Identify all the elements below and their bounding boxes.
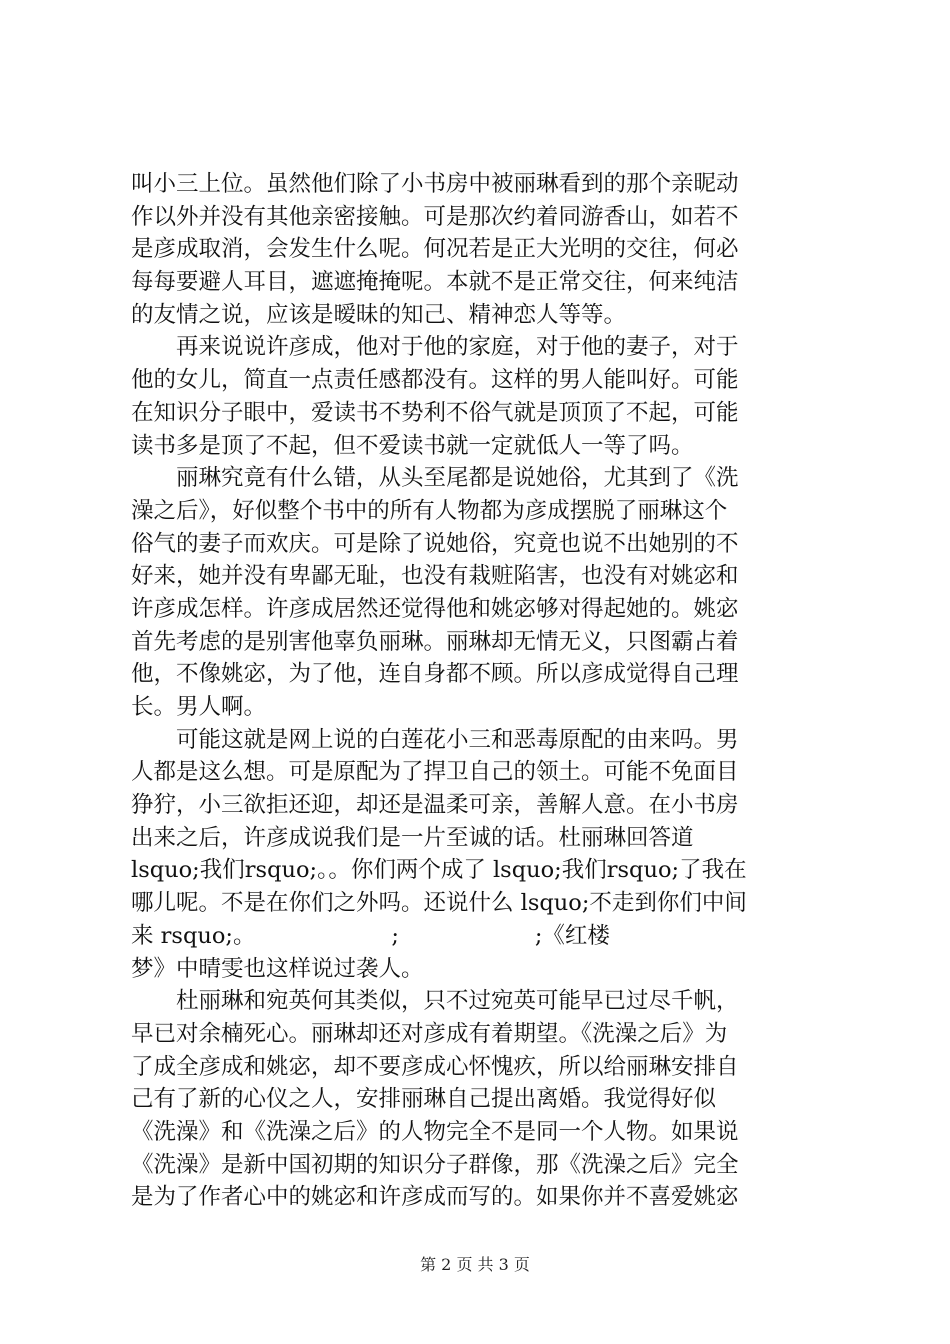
text-line: lsquo;我们rsquo;。。你们两个成了 lsquo;我们rsquo;了我在 <box>131 857 747 884</box>
text-line: 杜丽琳和宛英何其类似，只不过宛英可能早已过尽千帆， <box>131 988 739 1015</box>
text-line: 他，不像姚宓，为了他，连自身都不顾。所以彦成觉得自己理 <box>131 661 739 688</box>
text-line: 许彦成怎样。许彦成居然还觉得他和姚宓够对得起她的。姚宓 <box>131 595 739 622</box>
text-line: 哪儿呢。不是在你们之外吗。还说什么 lsquo;不走到你们中间 <box>131 890 747 917</box>
text-line: 好来，她并没有卑鄙无耻，也没有栽赃陷害，也没有对姚宓和 <box>131 563 739 590</box>
text-line: 在知识分子眼中，爱读书不势利不俗气就是顶顶了不起，可能 <box>131 399 739 426</box>
page-footer: 第 2 页 共 3 页 <box>420 1255 530 1274</box>
text-line: 来 rsquo;。 ; ;《红楼 <box>131 922 610 949</box>
text-line: 他的女儿，简直一点责任感都没有。这样的男人能叫好。可能 <box>131 367 739 394</box>
text-line: 的友情之说，应该是暧昧的知己、精神恋人等等。 <box>131 301 627 328</box>
text-line: 俗气的妻子而欢庆。可是除了说她俗，究竟也说不出她别的不 <box>131 530 739 557</box>
text-line: 梦》中晴雯也这样说过袭人。 <box>131 955 424 982</box>
text-line: 出来之后，许彦成说我们是一片至诚的话。杜丽琳回答道 <box>131 824 694 851</box>
text-line: 己有了新的心仪之人，安排丽琳自己提出离婚。我觉得好似 <box>131 1086 717 1113</box>
text-line: 读书多是顶了不起，但不爱读书就一定就低人一等了吗。 <box>131 432 694 459</box>
text-line: 了成全彦成和姚宓，却不要彦成心怀愧疚，所以给丽琳安排自 <box>131 1053 739 1080</box>
text-line: 可能这就是网上说的白莲花小三和恶毒原配的由来吗。男 <box>131 726 739 753</box>
text-line: 澡之后》，好似整个书中的所有人物都为彦成摆脱了丽琳这个 <box>131 497 728 524</box>
text-line: 《洗澡》和《洗澡之后》的人物完全不是同一个人物。如果说 <box>131 1118 739 1145</box>
text-line: 狰狞，小三欲拒还迎，却还是温柔可亲，善解人意。在小书房 <box>131 792 739 819</box>
text-line: 每每要避人耳目，遮遮掩掩呢。本就不是正常交往，何来纯洁 <box>131 269 739 296</box>
text-line: 人都是这么想。可是原配为了捍卫自己的领土。可能不免面目 <box>131 759 739 786</box>
text-line: 作以外并没有其他亲密接触。可是那次约着同游香山，如若不 <box>131 203 739 230</box>
text-line: 是彦成取消，会发生什么呢。何况若是正大光明的交往，何必 <box>131 236 739 263</box>
text-line: 《洗澡》是新中国初期的知识分子群像，那《洗澡之后》完全 <box>131 1151 739 1178</box>
text-line: 丽琳究竟有什么错，从头至尾都是说她俗，尤其到了《洗 <box>131 465 739 492</box>
text-line: 叫小三上位。虽然他们除了小书房中被丽琳看到的那个亲昵动 <box>131 171 739 197</box>
text-line: 早已对余楠死心。丽琳却还对彦成有着期望。《洗澡之后》为 <box>131 1020 728 1047</box>
text-line: 长。男人啊。 <box>131 694 267 720</box>
document-body <box>131 168 831 1214</box>
text-line: 再来说说许彦成，他对于他的家庭，对于他的妻子，对于 <box>131 334 739 361</box>
text-line: 是为了作者心中的姚宓和许彦成而写的。如果你并不喜爱姚宓 <box>131 1184 739 1211</box>
text-line: 首先考虑的是别害他辜负丽琳。丽琳却无情无义，只图霸占着 <box>131 628 739 655</box>
